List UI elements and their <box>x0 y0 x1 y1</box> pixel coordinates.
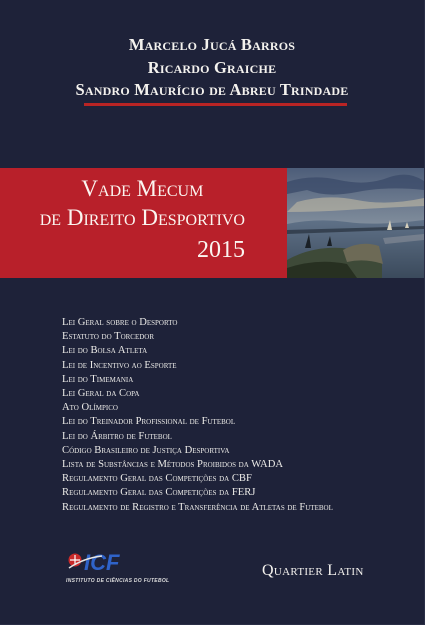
book-title <box>40 174 245 266</box>
cover-painting <box>287 168 424 278</box>
author-name: Marcelo Jucá Barros <box>128 35 296 54</box>
list-item: Estatuto do Torcedor <box>62 331 155 343</box>
list-item: Lei Geral da Copa <box>62 388 140 400</box>
list-item: Lei do Timemania <box>62 373 134 385</box>
list-item: Lei de Incentivo ao Esporte <box>62 359 177 371</box>
publisher-name: Quartier Latin <box>262 562 364 579</box>
author-name: Ricardo Graiche <box>147 57 277 77</box>
list-item: Lei do Treinador Profissional de Futebol <box>62 416 236 428</box>
title-line-2: de Direito Desportivo <box>39 205 245 230</box>
icf-logo <box>64 548 174 588</box>
title-band <box>0 168 424 278</box>
red-divider <box>84 103 347 106</box>
list-item: Lei Geral sobre o Desporto <box>62 317 178 328</box>
law-list <box>62 316 333 515</box>
svg-text:INSTITUTO DE CIÊNCIAS DO FUTEB: INSTITUTO DE CIÊNCIAS DO FUTEBOL <box>66 578 170 584</box>
list-item: Código Brasileiro de Justiça Desportiva <box>62 444 230 456</box>
list-item: Regulamento Geral das Competições da FERJ <box>62 487 256 499</box>
title-year: 2015 <box>197 237 245 263</box>
list-item: Lista de Substâncias e Métodos Proibidos da WADA <box>62 459 284 471</box>
author-name: Sandro Maurício de Abreu Trindade <box>75 80 349 99</box>
title-panel <box>0 168 287 278</box>
list-item: Regulamento Geral das Competições da CBF <box>62 473 252 485</box>
list-item: Regulamento de Registro e Transferência de Atletas de Futebol <box>62 501 333 513</box>
list-item: Lei do Árbitro de Futebol <box>62 430 172 442</box>
authors-block <box>0 34 424 102</box>
list-item: Ato Olímpico <box>62 402 118 414</box>
svg-text:ICF: ICF <box>84 550 120 575</box>
list-item: Lei do Bolsa Atleta <box>62 345 148 357</box>
title-line-1: Vade Mecum <box>81 176 204 201</box>
